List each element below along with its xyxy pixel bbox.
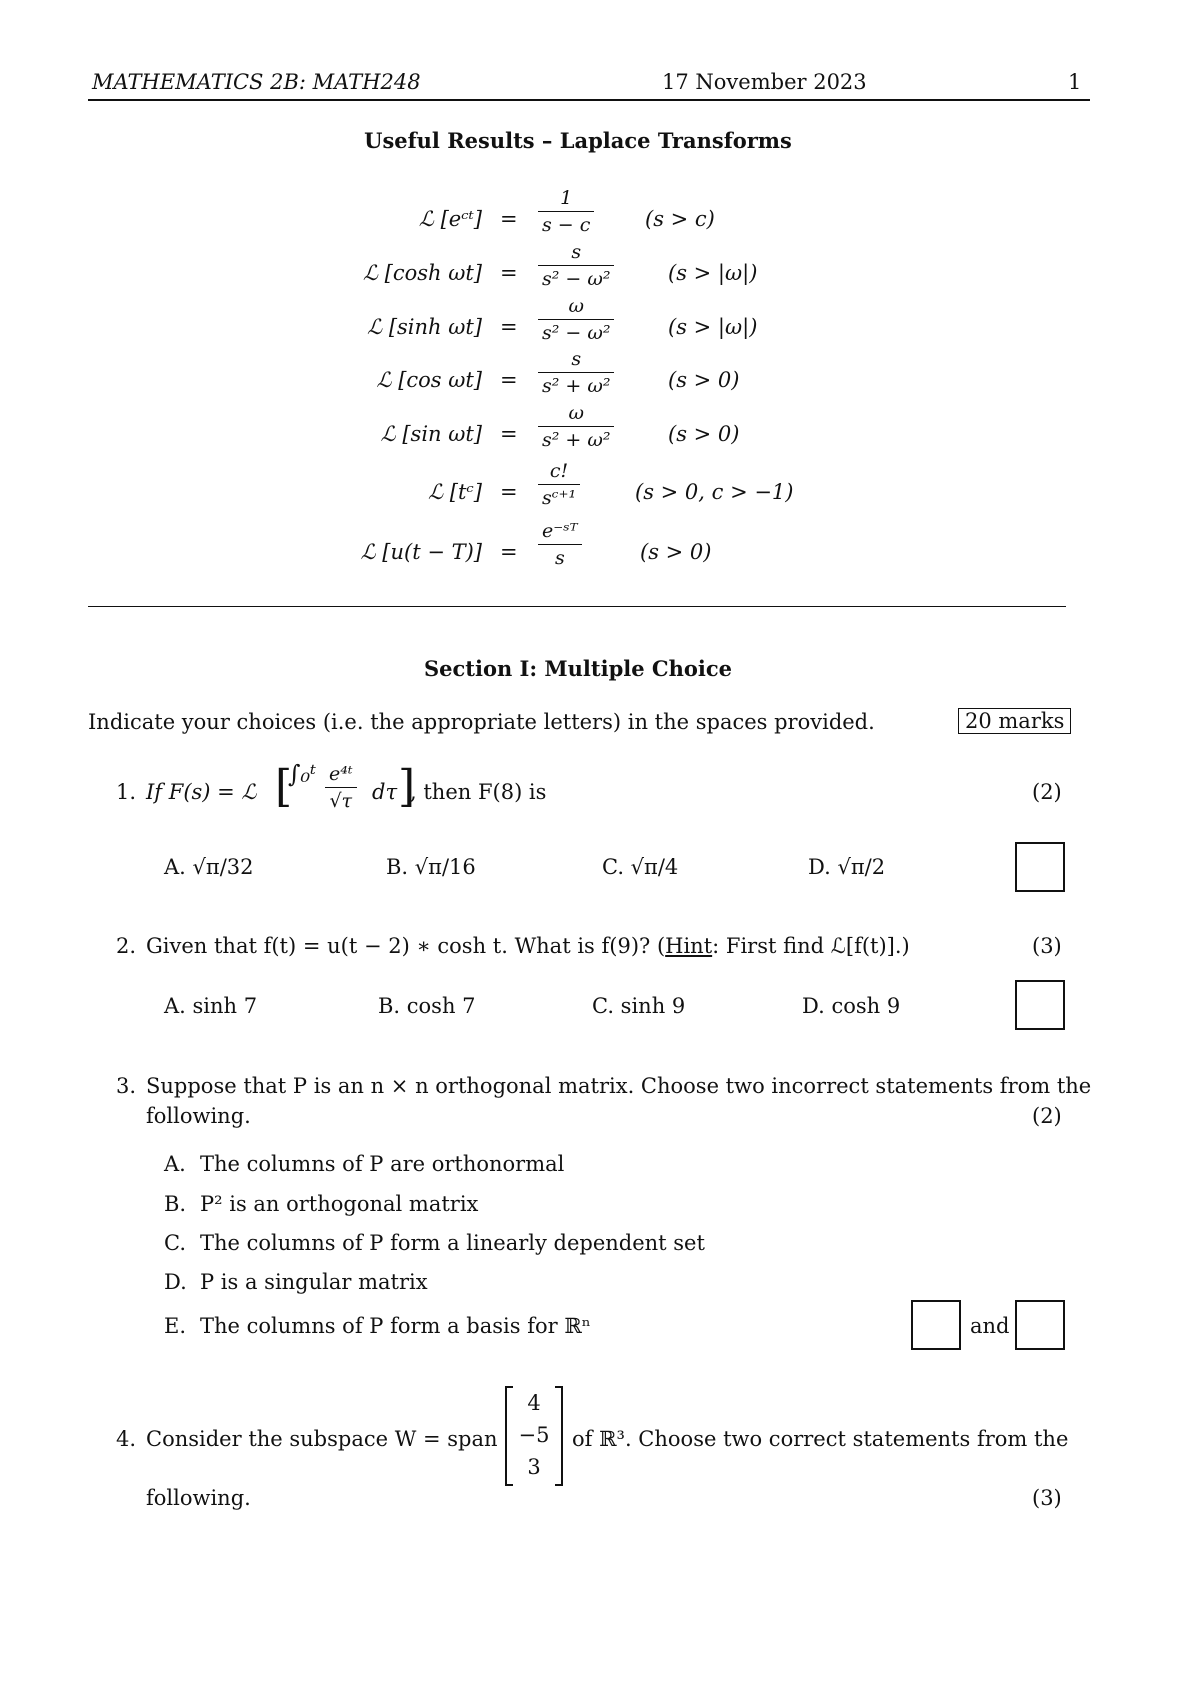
laplace-condition: (s > c) — [645, 207, 715, 231]
q2-text-part1: Given that f(t) = u(t − 2) ∗ cosh t. What is f(9)? ( — [146, 934, 666, 958]
fraction-denominator: s² + ω² — [542, 375, 611, 397]
q2-answer-box[interactable] — [1015, 980, 1065, 1030]
q2-number: 2. — [116, 934, 137, 958]
q2-option-c: C. sinh 9 — [592, 994, 686, 1018]
q2-option-a: A. sinh 7 — [164, 994, 258, 1018]
laplace-fraction — [538, 402, 614, 451]
q1-fraction — [325, 763, 357, 812]
laplace-fraction — [538, 295, 614, 344]
equals-sign: = — [500, 207, 518, 231]
laplace-fraction — [538, 241, 614, 290]
page-number: 1 — [1068, 70, 1082, 94]
q2-option-b: B. cosh 7 — [378, 994, 476, 1018]
q1-numerator: e⁴ᵗ — [325, 763, 357, 788]
q3-option-text: P² is an orthogonal matrix — [200, 1192, 479, 1216]
laplace-condition: (s > 0) — [668, 422, 740, 446]
q1-post: , then F(8) is — [410, 780, 547, 804]
fraction-denominator: s² − ω² — [542, 322, 611, 344]
laplace-lhs: ℒ [tᶜ] — [427, 480, 482, 504]
laplace-lhs: ℒ [eᶜᵗ] — [418, 207, 482, 231]
q2-hint: Hint — [665, 934, 713, 958]
q3-option-text: P is a singular matrix — [200, 1270, 428, 1294]
fraction-numerator: 1 — [538, 187, 594, 212]
fraction-denominator: s² − ω² — [542, 268, 611, 290]
laplace-lhs: ℒ [sin ωt] — [380, 422, 482, 446]
q1-answer-box[interactable] — [1015, 842, 1065, 892]
q3-and: and — [970, 1314, 1010, 1338]
q2-text-part2: : First find ℒ[f(t)].) — [712, 934, 910, 958]
section-title: Section I: Multiple Choice — [423, 656, 733, 681]
laplace-fraction — [538, 348, 614, 397]
equals-sign: = — [500, 368, 518, 392]
q4-pre: Consider the subspace W = span — [146, 1427, 498, 1451]
q1-option-b: B. √π/16 — [386, 855, 476, 879]
fraction-numerator: e⁻ˢᵀ — [538, 520, 582, 545]
q3-answer-box-1[interactable] — [911, 1300, 961, 1350]
q1-pre: If F(s) = ℒ — [146, 780, 257, 804]
equals-sign: = — [500, 540, 518, 564]
laplace-lhs: ℒ [sinh ωt] — [367, 315, 482, 339]
fraction-denominator: s — [554, 547, 565, 569]
header-rule — [88, 99, 1090, 101]
q3-number: 3. — [116, 1074, 137, 1098]
q4-line2: following. — [146, 1486, 251, 1510]
course-title: MATHEMATICS 2B: MATH248 — [92, 70, 421, 94]
q2-text — [146, 934, 910, 958]
q3-answer-box-2[interactable] — [1015, 1300, 1065, 1350]
laplace-condition: (s > 0) — [640, 540, 712, 564]
fraction-denominator: sᶜ⁺¹ — [542, 487, 577, 509]
fraction-numerator: s — [538, 241, 614, 266]
q1-number: 1. — [116, 780, 137, 804]
q3-option-letter: B. — [164, 1192, 187, 1216]
fraction-numerator: s — [538, 348, 614, 373]
q1-denominator: √τ — [329, 790, 353, 812]
fraction-denominator: s² + ω² — [542, 429, 611, 451]
q1-integral: ∫₀ᵗ — [288, 760, 317, 788]
q1-bracket-right: ] — [398, 761, 416, 812]
q1-option-c: C. √π/4 — [602, 855, 679, 879]
q4-vector — [505, 1388, 563, 1484]
laplace-lhs: ℒ [cos ωt] — [376, 368, 482, 392]
fraction-numerator: ω — [538, 295, 614, 320]
equals-sign: = — [500, 261, 518, 285]
laplace-condition: (s > |ω|) — [668, 315, 758, 339]
section-divider — [88, 606, 1066, 607]
q3-option-letter: E. — [164, 1314, 187, 1338]
exam-date: 17 November 2023 — [662, 70, 867, 94]
q2-option-d: D. cosh 9 — [802, 994, 901, 1018]
q4-vector-entry-3: 3 — [527, 1455, 541, 1479]
laplace-fraction — [538, 520, 582, 569]
q3-option-letter: D. — [164, 1270, 187, 1294]
marks-box: 20 marks — [958, 708, 1071, 734]
q3-option-text: The columns of P form a linearly dependent set — [200, 1231, 705, 1255]
q1-bracket-left: [ — [275, 761, 293, 812]
laplace-fraction — [538, 187, 594, 236]
q1-option-d: D. √π/2 — [808, 855, 886, 879]
q3-option-text: The columns of P form a basis for ℝⁿ — [200, 1314, 591, 1338]
laplace-lhs: ℒ [u(t − T)] — [360, 540, 482, 564]
fraction-numerator: c! — [538, 460, 580, 485]
fraction-denominator: s − c — [542, 214, 591, 236]
laplace-condition: (s > 0) — [668, 368, 740, 392]
q1-marks: (2) — [1032, 780, 1062, 804]
q4-vector-entry-2: −5 — [518, 1423, 550, 1447]
q4-vector-entry-1: 4 — [527, 1391, 541, 1415]
q4-post: of ℝ³. Choose two correct statements from the — [572, 1427, 1069, 1451]
q1-dtau: dτ — [372, 780, 398, 804]
q4-number: 4. — [116, 1427, 137, 1451]
q2-marks: (3) — [1032, 934, 1062, 958]
laplace-fraction — [538, 460, 580, 509]
q4-marks: (3) — [1032, 1486, 1062, 1510]
laplace-lhs: ℒ [cosh ωt] — [362, 261, 482, 285]
instructions: Indicate your choices (i.e. the appropriate letters) in the spaces provided. — [88, 710, 875, 734]
equals-sign: = — [500, 480, 518, 504]
equals-sign: = — [500, 315, 518, 339]
q3-option-text: The columns of P are orthonormal — [200, 1152, 565, 1176]
fraction-numerator: ω — [538, 402, 614, 427]
useful-results-title: Useful Results – Laplace Transforms — [364, 128, 792, 153]
q3-marks: (2) — [1032, 1104, 1062, 1128]
equals-sign: = — [500, 422, 518, 446]
q3-line1: Suppose that P is an n × n orthogonal matrix. Choose two incorrect statements from the — [146, 1074, 1092, 1098]
q3-option-letter: A. — [164, 1152, 186, 1176]
q3-line2: following. — [146, 1104, 251, 1128]
laplace-condition: (s > 0, c > −1) — [635, 480, 794, 504]
q3-option-letter: C. — [164, 1231, 186, 1255]
q1-option-a: A. √π/32 — [164, 855, 254, 879]
laplace-condition: (s > |ω|) — [668, 261, 758, 285]
